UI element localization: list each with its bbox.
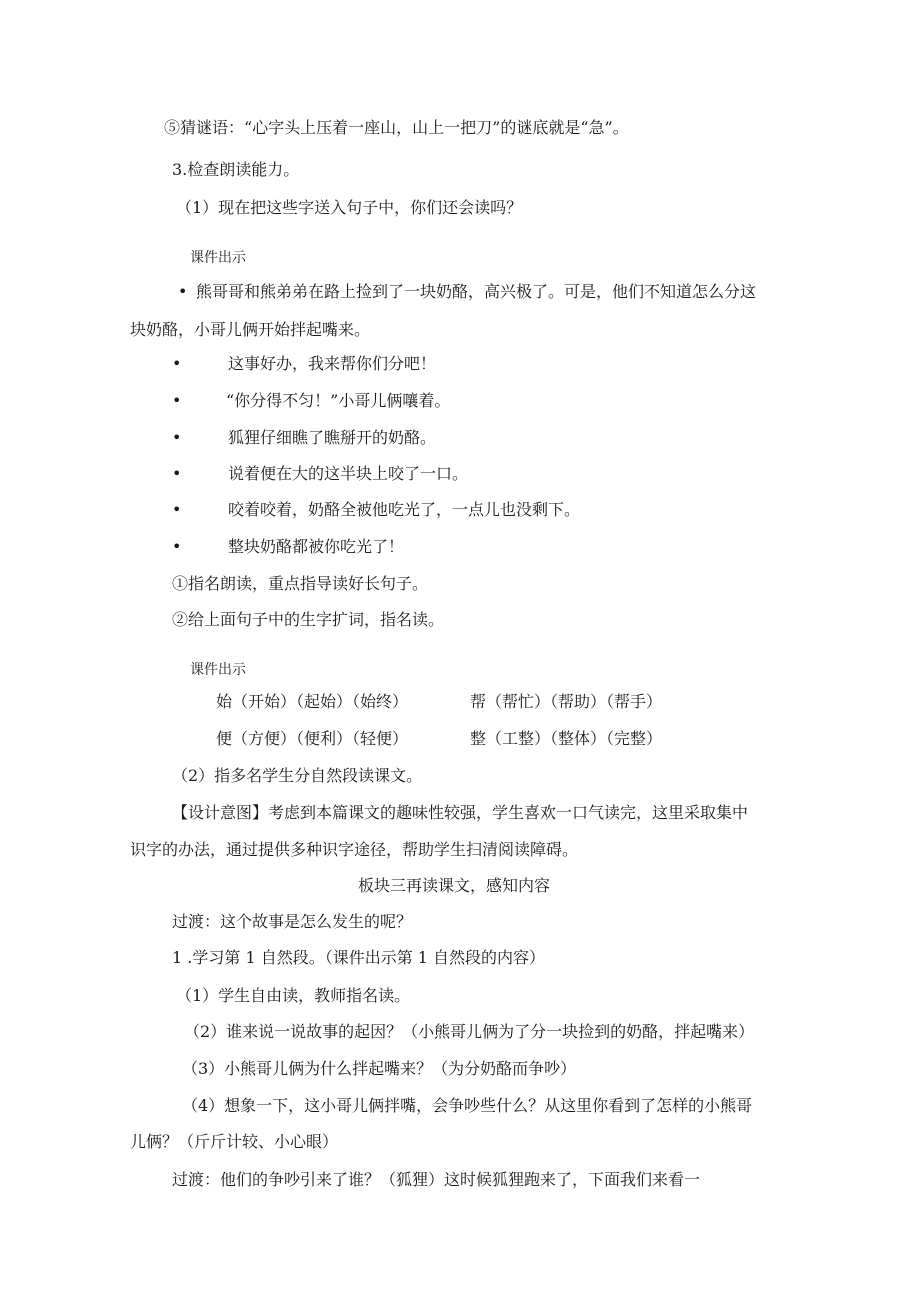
bullet-icon: • [172,391,182,410]
word-group-bian: 便（方便）（便利）（轻便） [216,729,409,748]
sentence-3: “你分得不匀！”小哥儿俩嚷着。 [226,391,451,410]
riddle-line: ⑤猜谜语：“心字头上压着一座山，山上一把刀”的谜底就是“急”。 [164,118,629,137]
sentence-4: 狐狸仔细瞧了瞧掰开的奶酪。 [228,428,437,447]
step-4a: （4）想象一下，这小哥儿俩拌嘴，会争吵些什么？从这里你看到了怎样的小熊哥 [182,1096,753,1115]
step-4b: 儿俩？（斤斤计较、小心眼） [130,1132,339,1151]
section-title-block-3: 板块三再读课文，感知内容 [358,876,551,895]
step-1: （1）学生自由读，教师指名读。 [176,986,411,1005]
study-paragraph-1: 1 .学习第 1 自然段。（课件出示第 1 自然段的内容） [172,948,546,967]
question-2: （2）指多名学生分自然段读课文。 [172,766,423,785]
bullet-icon: • [172,500,182,519]
transition-2: 过渡：他们的争吵引来了谁？（狐狸）这时候狐狸跑来了，下面我们来看一 [172,1170,701,1189]
word-group-shi: 始（开始）（起始）（始终） [216,692,409,711]
sentence-7: 整块奶酪都被你吃光了！ [228,537,405,556]
step-3: （3）小熊哥儿俩为什么拌起嘴来？（为分奶酪而争吵） [182,1059,577,1078]
question-1: （1）现在把这些字送入句子中，你们还会读吗？ [176,198,523,217]
design-intent-b: 识字的办法，通过提供多种识字途径，帮助学生扫清阅读障碍。 [130,840,579,859]
sentence-5: 说着便在大的这半块上咬了一口。 [228,464,469,483]
sentence-2: 这事好办，我来帮你们分吧！ [228,354,437,373]
instruction-1: ①指名朗读，重点指导读好长句子。 [172,574,429,593]
bullet-icon: • [178,282,188,301]
step-2: （2）谁来说一说故事的起因？（小熊哥儿俩为了分一块捡到的奶酪，拌起嘴来） [184,1022,755,1041]
courseware-label: 课件出示 [190,250,246,266]
word-group-bang: 帮（帮忙）（帮助）（帮手） [470,692,663,711]
bullet-icon: • [172,354,182,373]
sentence-6: 咬着咬着，奶酪全被他吃光了，一点儿也没剩下。 [228,500,581,519]
bullet-icon: • [172,537,182,556]
sentence-1a: 熊哥哥和熊弟弟在路上捡到了一块奶酪，高兴极了。可是，他们不知道怎么分这 [196,282,757,301]
bullet-icon: • [172,428,182,447]
design-intent-a: 【设计意图】考虑到本篇课文的趣味性较强，学生喜欢一口气读完，这里采取集中 [172,803,749,822]
word-group-zheng: 整（工整）（整体）（完整） [470,729,663,748]
sentence-1b: 块奶酪，小哥儿俩开始拌起嘴来。 [130,320,371,339]
transition-1: 过渡：这个故事是怎么发生的呢？ [172,912,413,931]
bullet-icon: • [172,464,182,483]
instruction-2: ②给上面句子中的生字扩词，指名读。 [172,610,445,629]
section-heading-reading: 3.检查朗读能力。 [172,160,300,179]
courseware-label: 课件出示 [190,662,246,678]
